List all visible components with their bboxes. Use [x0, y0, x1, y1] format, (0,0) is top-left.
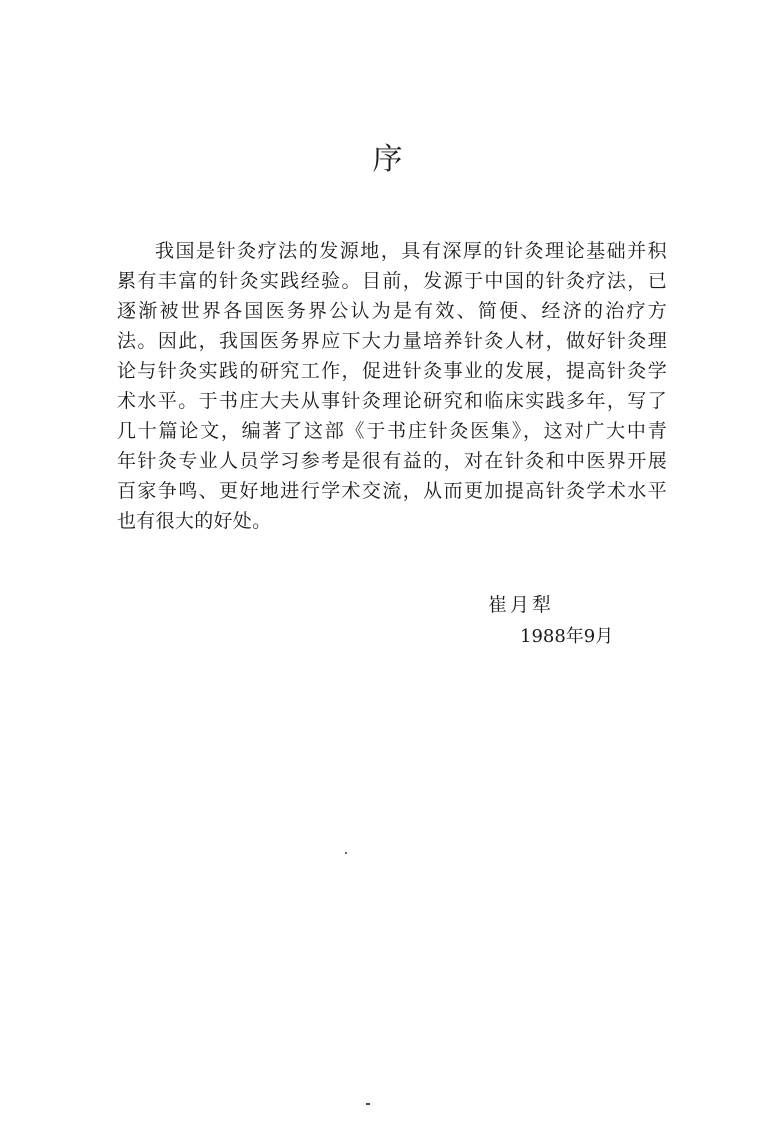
paragraph-line: 几十篇论文，编著了这部《于书庄针灸医集》，这对广大中青 [117, 420, 667, 442]
paragraph-line: 年针灸专业人员学习参考是很有益的，对在针灸和中医界开展 [117, 450, 667, 472]
publication-date: 1988年9月 [520, 626, 614, 647]
paragraph-line: 我国是针灸疗法的发源地，具有深厚的针灸理论基础并积 [155, 240, 667, 262]
author-signature: 崔月犁 [488, 594, 555, 616]
paragraph-line: 论与针灸实践的研究工作，促进针灸事业的发展，提高针灸学 [117, 360, 667, 382]
paragraph-line: 逐渐被世界各国医务界公认为是有效、简便、经济的治疗方 [117, 300, 667, 322]
paragraph-line: 百家争鸣、更好地进行学术交流，从而更加提高针灸学术水平 [117, 480, 667, 502]
scan-speck [345, 852, 347, 854]
scan-speck [366, 1103, 370, 1105]
page-title: 序 [372, 142, 405, 177]
paragraph-line: 也有很大的好处。 [117, 510, 272, 532]
paragraph-line: 术水平。于书庄大夫从事针灸理论研究和临床实践多年，写了 [117, 390, 667, 412]
preface-paragraph [117, 236, 667, 536]
paragraph-line: 法。因此，我国医务界应下大力量培养针灸人材，做好针灸理 [117, 330, 667, 352]
paragraph-line: 累有丰富的针灸实践经验。目前，发源于中国的针灸疗法，已 [117, 270, 667, 292]
